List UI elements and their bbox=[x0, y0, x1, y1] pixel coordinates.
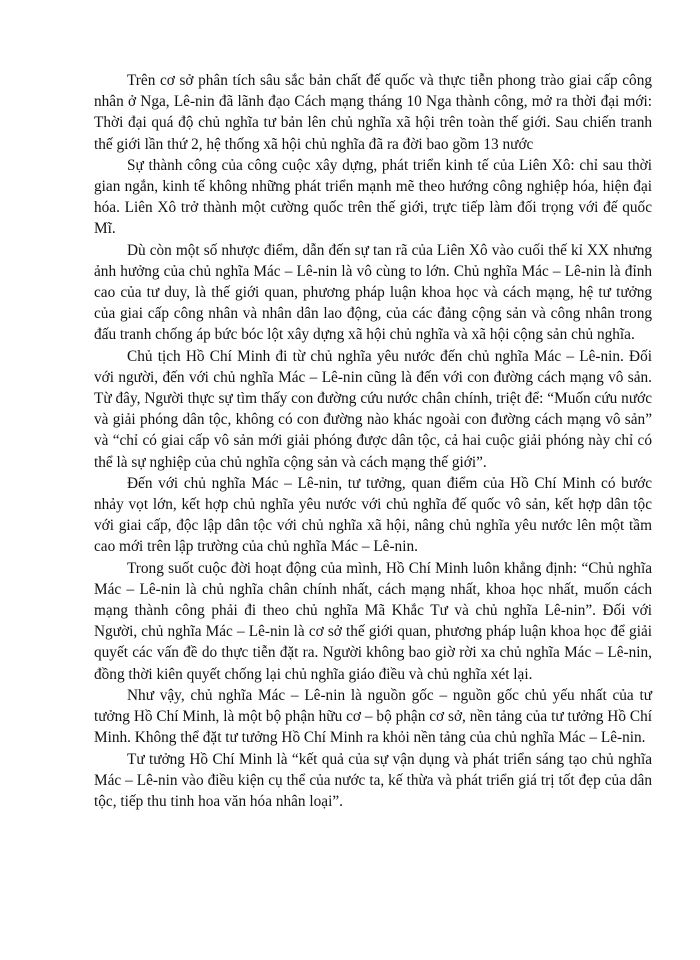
paragraph-6: Trong suốt cuộc đời hoạt động của mình, Hồ Chí Minh luôn khẳng định: “Chủ nghĩa Mác – Lê-nin là chủ nghĩa chân chính nhất, cách mạng nhất, khoa học nhất, muốn cách mạng thành công phải đi theo chủ nghĩa Mã Khắc Tư và chủ nghĩa Lê-nin”. Đối với Người, chủ nghĩa Mác – Lê-nin là cơ sở thế giới quan, phương pháp luận khoa học để giải quyết các vấn đề do thực tiễn đặt ra. Người không bao giờ rời xa chủ nghĩa Mác – Lê-nin, đồng thời kiên quyết chống lại chủ nghĩa giáo điều và chủ nghĩa xét lại. bbox=[94, 559, 652, 683]
paragraph-7: Như vậy, chủ nghĩa Mác – Lê-nin là nguồn gốc – nguồn gốc chủ yếu nhất của tư tưởng Hồ Chí Minh, là một bộ phận hữu cơ – bộ phận cơ sở, nền tảng của tư tưởng Hồ Chí Minh. Không thể đặt tư tưởng Hồ Chí Minh ra khỏi nền tảng của chủ nghĩa Mác – Lê-nin. bbox=[94, 686, 652, 747]
paragraph-1: Trên cơ sở phân tích sâu sắc bản chất đế quốc và thực tiễn phong trào giai cấp công nhân ở Nga, Lê-nin đã lãnh đạo Cách mạng tháng 10 Nga thành công, mở ra thời đại mới: Thời đại quá độ chủ nghĩa tư bản lên chủ nghĩa xã hội trên toàn thế giới. Sau chiến tranh thế giới lần thứ 2, hệ thống xã hội chủ nghĩa đã ra đời bao gồm 13 nước bbox=[94, 72, 652, 153]
paragraph-8: Tư tưởng Hồ Chí Minh là “kết quả của sự vận dụng và phát triển sáng tạo chủ nghĩa Mác – Lê-nin vào điều kiện cụ thể của nước ta, kế thừa và phát triển giá trị tốt đẹp của dân tộc, tiếp thu tinh hoa văn hóa nhân loại”. bbox=[94, 750, 652, 810]
body-text bbox=[94, 70, 652, 812]
paragraph-3: Dù còn một số nhược điểm, dẫn đến sự tan rã của Liên Xô vào cuối thế kỉ XX nhưng ảnh hưởng của chủ nghĩa Mác – Lê-nin là vô cùng to lớn. Chủ nghĩa Mác – Lê-nin là đỉnh cao của tư duy, là thế giới quan, phương pháp luận khoa học và cách mạng, hệ tư tưởng của giai cấp công nhân và nhân dân lao động, của các đảng cộng sản và công nhân trong đấu tranh chống áp bức bóc lột xây dựng xã hội chủ nghĩa và xã hội cộng sản chủ nghĩa. bbox=[94, 241, 652, 344]
paragraph-4: Chủ tịch Hồ Chí Minh đi từ chủ nghĩa yêu nước đến chủ nghĩa Mác – Lê-nin. Đối với người, đến với chủ nghĩa Mác – Lê-nin cũng là đến với con đường cách mạng vô sản. Từ đây, Người thực sự tìm thấy con đường cứu nước chân chính, triệt để: “Muốn cứu nước và giải phóng dân tộc, không có con đường nào khác ngoài con đường cách mạng vô sản” và “chỉ có giai cấp vô sản mới giải phóng được dân tộc, cả hai cuộc giải phóng này chỉ có thể là sự nghiệp của chủ nghĩa cộng sản và cách mạng thế giới”. bbox=[94, 347, 652, 471]
paragraph-2: Sự thành công của công cuộc xây dựng, phát triển kinh tế của Liên Xô: chỉ sau thời gian ngắn, kinh tế không những phát triển mạnh mẽ theo hướng công nghiệp hóa, hiện đại hóa. Liên Xô trở thành một cường quốc trên thế giới, trực tiếp làm đối trọng với đế quốc Mĩ. bbox=[94, 156, 652, 238]
paragraph-5: Đến với chủ nghĩa Mác – Lê-nin, tư tưởng, quan điểm của Hồ Chí Minh có bước nhảy vọt lớn, kết hợp chủ nghĩa yêu nước với chủ nghĩa đế quốc vô sản, kết hợp dân tộc với giai cấp, độc lập dân tộc với chủ nghĩa xã hội, nâng chủ nghĩa yêu nước lên một tầm cao mới trên lập trường của chủ nghĩa Mác – Lê-nin. bbox=[94, 474, 652, 556]
